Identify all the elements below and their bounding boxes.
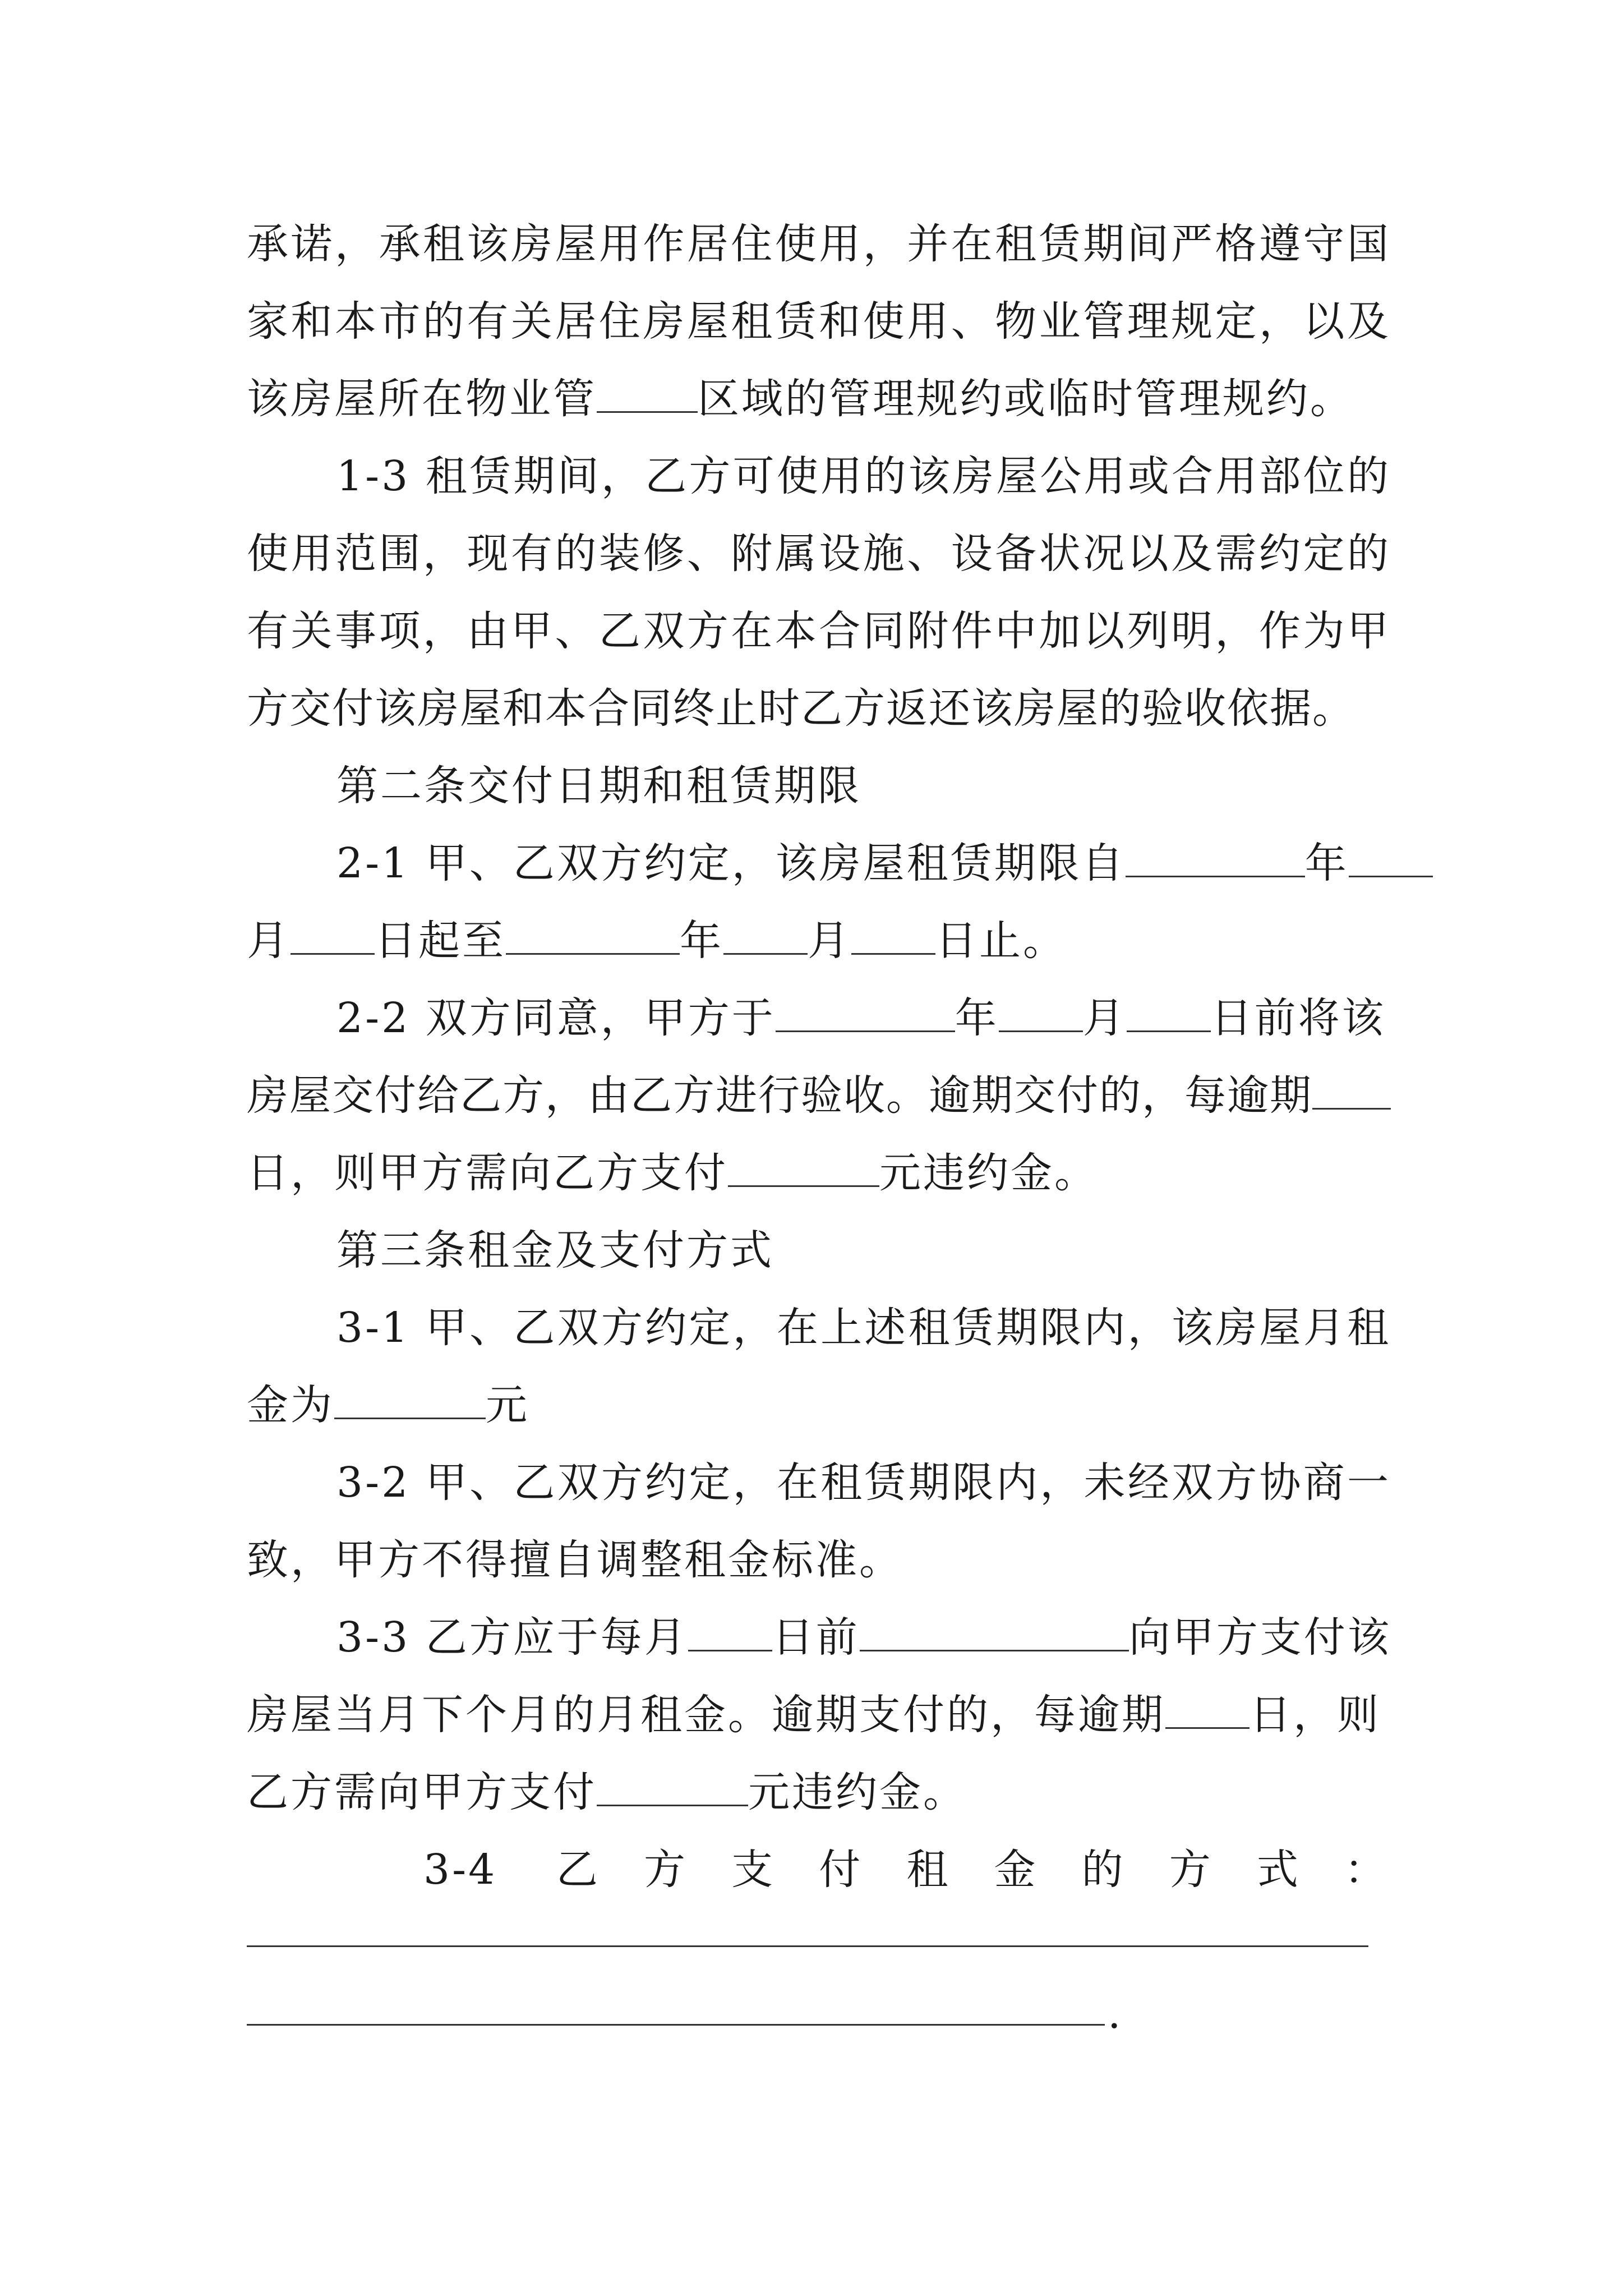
text-line: 家和本市的有关居住房屋租赁和使用、物业管理规定，以及: [247, 297, 1391, 346]
text-line: 3-2 甲、乙双方约定，在租赁期限内，未经双方协商一: [336, 1458, 1391, 1507]
fill-blank-year[interactable]: [776, 991, 955, 1032]
fill-blank-days[interactable]: [1312, 1069, 1391, 1110]
text-line: 承诺，承租该房屋用作居住使用，并在租赁期间严格遵守国: [247, 220, 1391, 268]
fill-blank-year[interactable]: [1126, 836, 1305, 877]
text-line: 月 日起至 年 月 日止。: [247, 913, 1391, 969]
text-line: 2-1 甲、乙双方约定，该房屋租赁期限自 年: [336, 835, 1391, 891]
fill-blank-day[interactable]: [851, 914, 935, 955]
text-line: 房屋当月下个月的月租金。逾期支付的，每逾期 日，则: [247, 1687, 1391, 1743]
section-heading: 第三条租金及支付方式: [336, 1226, 774, 1274]
period-mark: .: [1108, 1990, 1121, 2038]
text-line: 3-3 乙方应于每月 日前 向甲方支付该: [336, 1609, 1391, 1665]
text-line: 该房屋所在物业管 区域的管理规约或临时管理规约。: [247, 371, 1391, 427]
text-line: 2-2 双方同意，甲方于 年 月 日前将该: [336, 990, 1391, 1046]
text-line: 使用范围，现有的装修、附属设施、设备状况以及需约定的: [247, 530, 1391, 578]
text-line: 致，甲方不得擅自调整租金标准。: [247, 1536, 903, 1584]
fill-blank-rent[interactable]: [334, 1378, 486, 1419]
fill-blank-day[interactable]: [291, 914, 375, 955]
text-line: 房屋交付给乙方，由乙方进行验收。逾期交付的，每逾期: [247, 1068, 1391, 1124]
fill-blank[interactable]: [597, 372, 698, 413]
text-line: 方交付该房屋和本合同终止时乙方返还该房屋的验收依据。: [247, 684, 1355, 733]
fill-blank-day[interactable]: [688, 1611, 772, 1651]
text-line: 乙方需向甲方支付 元违约金。: [247, 1764, 1391, 1820]
fill-blank-month[interactable]: [723, 914, 808, 955]
text-line: 金为 元: [247, 1377, 1391, 1433]
fill-blank-method[interactable]: [860, 1611, 1129, 1651]
text-line: 日，则甲方需向乙方支付 元违约金。: [247, 1145, 1391, 1201]
fill-blank-days[interactable]: [1165, 1688, 1249, 1729]
fill-blank-month[interactable]: [1349, 836, 1433, 877]
text-line: 3-1 甲、乙双方约定，在上述租赁期限内，该房屋月租: [336, 1304, 1391, 1352]
text-line: 3-4 乙方支付租金的方式：: [423, 1846, 1388, 1894]
fill-blank-year[interactable]: [506, 914, 680, 955]
fill-blank-month[interactable]: [999, 991, 1083, 1032]
fill-blank-long[interactable]: [247, 1945, 1368, 1947]
text-line: 有关事项，由甲、乙双方在本合同附件中加以列明，作为甲: [247, 607, 1391, 655]
text-line: 1-3 租赁期间，乙方可使用的该房屋公用或合用部位的: [336, 452, 1391, 500]
fill-blank-day[interactable]: [1127, 991, 1211, 1032]
fill-blank-amount[interactable]: [597, 1765, 748, 1806]
fill-blank-amount[interactable]: [728, 1146, 879, 1187]
fill-blank-long[interactable]: [247, 2024, 1105, 2026]
section-heading: 第二条交付日期和租赁期限: [336, 762, 861, 810]
